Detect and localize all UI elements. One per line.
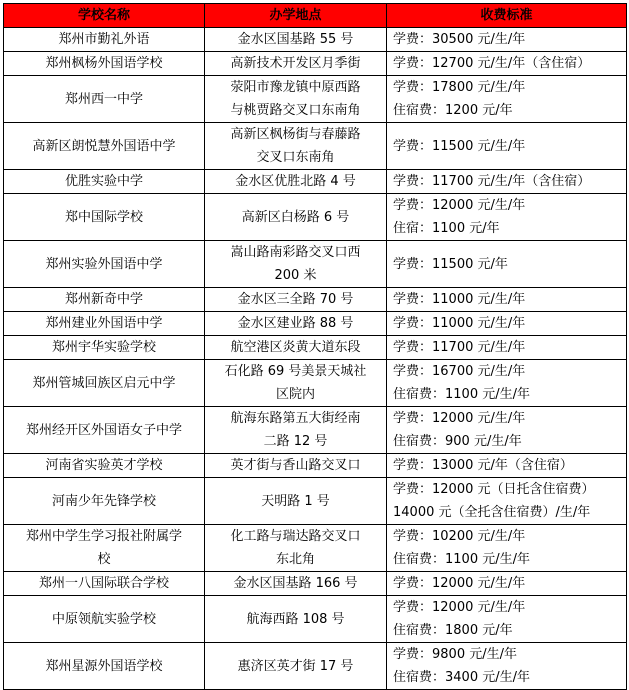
location-cell-line: 航空港区炎黄大道东段 (230, 340, 361, 355)
header-location: 办学地点 (205, 4, 387, 28)
fee-cell-line: 学费：9800 元/生/年 (393, 647, 517, 662)
fee-cell (387, 478, 627, 525)
fee-cell (387, 643, 627, 690)
fee-cell-line: 住宿费：1800 元/年 (393, 623, 513, 638)
location-cell-line: 荥阳市豫龙镇中原西路 (230, 80, 361, 95)
school-name-cell (4, 596, 205, 643)
school-name-cell-line: 郑州星源外国语学校 (45, 658, 163, 674)
fee-cell-line: 学费：12000 元/生/年 (393, 600, 526, 615)
table-row (4, 360, 627, 407)
location-cell-line: 嵩山路南彩路交叉口西 (230, 245, 361, 260)
location-cell (205, 454, 387, 478)
school-name-cell-line: 郑州一八国际联合学校 (38, 576, 169, 591)
location-cell-line: 金水区三全路 70 号 (237, 292, 354, 307)
table-row (4, 312, 627, 336)
fee-cell-line: 14000 元（全托含住宿费）/生/年 (393, 505, 591, 520)
location-cell (205, 478, 387, 525)
fee-cell (387, 525, 627, 572)
location-cell-line: 金水区优胜北路 4 号 (235, 174, 356, 189)
fee-cell (387, 336, 627, 360)
school-name-cell-line: 郑州实验外国语中学 (45, 256, 163, 272)
location-cell (205, 312, 387, 336)
location-cell-line: 交叉口东南角 (256, 150, 335, 165)
school-name-cell-line: 郑州西一中学 (64, 91, 143, 107)
school-name-cell (4, 194, 205, 241)
school-fee-table (3, 3, 627, 690)
location-cell (205, 241, 387, 288)
fee-cell-line: 学费：16700 元/生/年 (393, 364, 526, 379)
table-row (4, 288, 627, 312)
location-cell (205, 572, 387, 596)
location-cell-line: 航海西路 108 号 (246, 611, 345, 627)
fee-cell (387, 312, 627, 336)
table-row (4, 76, 627, 123)
fee-cell-line: 学费：17800 元/生/年 (393, 80, 526, 95)
fee-cell-line: 住宿费：3400 元/生/年 (393, 670, 530, 685)
school-name-cell (4, 525, 205, 572)
table-row (4, 596, 627, 643)
fee-cell (387, 194, 627, 241)
location-cell-line: 惠济区英才街 17 号 (237, 658, 354, 674)
header-fee-standard: 收费标准 (387, 4, 627, 28)
fee-cell-line: 住宿费：1200 元/年 (393, 103, 513, 118)
school-name-cell-line: 中原领航实验学校 (51, 611, 156, 627)
table-row (4, 454, 627, 478)
table-row (4, 241, 627, 288)
location-cell (205, 596, 387, 643)
school-name-cell-line: 优胜实验中学 (64, 174, 143, 189)
fee-cell-line: 学费：30500 元/生/年 (393, 32, 526, 47)
fee-cell-line: 住宿费：900 元/生/年 (393, 434, 522, 449)
table-row (4, 170, 627, 194)
school-name-cell (4, 407, 205, 454)
location-cell (205, 336, 387, 360)
fee-cell (387, 454, 627, 478)
table-row (4, 123, 627, 170)
location-cell-line: 200 米 (274, 268, 317, 283)
school-name-cell-line: 郑州宇华实验学校 (51, 340, 156, 355)
school-name-cell (4, 643, 205, 690)
fee-cell-line: 学费：11700 元/生/年（含住宿） (393, 174, 591, 189)
fee-cell-line: 住宿：1100 元/年 (393, 221, 500, 236)
school-name-cell-line: 郑州管城回族区启元中学 (32, 375, 176, 391)
fee-cell-line: 学费：11500 元/年 (393, 256, 508, 272)
school-name-cell-line: 郑州中学生学习报社附属学 (25, 529, 182, 544)
location-cell (205, 288, 387, 312)
location-cell-line: 航海东路第五大街经南 (230, 411, 361, 426)
fee-cell-line: 住宿费：1100 元/生/年 (393, 387, 530, 402)
location-cell-line: 区院内 (275, 387, 315, 402)
location-cell (205, 170, 387, 194)
table-container (3, 3, 627, 690)
location-cell-line: 金水区建业路 88 号 (237, 316, 354, 331)
location-cell-line: 高新技术开发区月季街 (230, 56, 361, 71)
school-name-cell (4, 241, 205, 288)
location-cell-line: 石化路 69 号美景天城社 (224, 364, 367, 379)
school-name-cell-line: 郑州经开区外国语女子中学 (25, 422, 182, 438)
fee-cell (387, 288, 627, 312)
fee-cell (387, 123, 627, 170)
fee-cell-line: 学费：12000 元/生/年 (393, 411, 526, 426)
location-cell (205, 52, 387, 76)
location-cell (205, 194, 387, 241)
school-name-cell (4, 288, 205, 312)
table-row (4, 525, 627, 572)
table-row (4, 643, 627, 690)
location-cell-line: 二路 12 号 (263, 434, 328, 449)
school-name-cell-line: 郑州枫杨外国语学校 (45, 56, 163, 71)
header-school-name: 学校名称 (4, 4, 205, 28)
fee-cell (387, 170, 627, 194)
location-cell-line: 天明路 1 号 (261, 493, 330, 509)
school-name-cell (4, 572, 205, 596)
location-cell (205, 360, 387, 407)
fee-cell-line: 学费：11000 元/生/年 (393, 292, 526, 307)
school-name-cell-line: 郑州市勤礼外语 (58, 32, 150, 47)
fee-cell (387, 596, 627, 643)
location-cell-line: 东北角 (275, 552, 315, 567)
table-row (4, 572, 627, 596)
location-cell-line: 化工路与瑞达路交叉口 (230, 529, 361, 544)
fee-cell-line: 住宿费：1100 元/生/年 (393, 552, 530, 567)
school-name-cell-line: 郑州建业外国语中学 (45, 316, 163, 331)
school-name-cell-line: 郑州新奇中学 (64, 292, 143, 307)
location-cell-line: 与桃贾路交叉口东南角 (230, 103, 361, 118)
fee-cell-line: 学费：11500 元/生/年 (393, 138, 526, 154)
location-cell-line: 高新区白杨路 6 号 (241, 209, 350, 225)
header-row (4, 4, 627, 28)
fee-cell-line: 学费：12000 元/生/年 (393, 576, 526, 591)
fee-cell-line: 学费：12000 元（日托含住宿费） (393, 482, 595, 497)
school-name-cell-line: 校 (97, 552, 111, 567)
fee-cell (387, 241, 627, 288)
location-cell-line: 英才街与香山路交叉口 (230, 458, 361, 473)
fee-cell-line: 学费：13000 元/年（含住宿） (393, 458, 573, 473)
school-name-cell-line: 河南省实验英才学校 (45, 458, 163, 473)
school-name-cell (4, 28, 205, 52)
fee-cell (387, 52, 627, 76)
school-name-cell (4, 336, 205, 360)
table-row (4, 194, 627, 241)
location-cell-line: 高新区枫杨街与春藤路 (230, 127, 361, 142)
fee-cell (387, 76, 627, 123)
location-cell (205, 123, 387, 170)
school-name-cell (4, 170, 205, 194)
fee-cell-line: 学费：11700 元/生/年 (393, 340, 526, 355)
location-cell-line: 金水区国基路 166 号 (233, 576, 358, 591)
table-row (4, 407, 627, 454)
school-name-cell (4, 76, 205, 123)
location-cell-line: 金水区国基路 55 号 (237, 32, 354, 47)
table-row (4, 336, 627, 360)
location-cell (205, 76, 387, 123)
fee-cell-line: 学费：11000 元/生/年 (393, 316, 526, 331)
fee-cell-line: 学费：10200 元/生/年 (393, 529, 526, 544)
location-cell (205, 525, 387, 572)
school-name-cell-line: 郑中国际学校 (64, 209, 143, 225)
fee-cell-line: 学费：12000 元/生/年 (393, 198, 526, 213)
table-body (4, 28, 627, 690)
school-name-cell (4, 360, 205, 407)
school-name-cell (4, 478, 205, 525)
school-name-cell (4, 123, 205, 170)
school-name-cell (4, 312, 205, 336)
table-row (4, 28, 627, 52)
fee-cell (387, 407, 627, 454)
school-name-cell (4, 454, 205, 478)
table-row (4, 52, 627, 76)
fee-cell (387, 360, 627, 407)
fee-cell (387, 572, 627, 596)
fee-cell (387, 28, 627, 52)
location-cell (205, 407, 387, 454)
school-name-cell-line: 河南少年先锋学校 (51, 493, 156, 509)
school-name-cell-line: 高新区朗悦慧外国语中学 (32, 138, 176, 154)
fee-cell-line: 学费：12700 元/生/年（含住宿） (393, 56, 591, 71)
location-cell (205, 28, 387, 52)
location-cell (205, 643, 387, 690)
table-row (4, 478, 627, 525)
school-name-cell (4, 52, 205, 76)
